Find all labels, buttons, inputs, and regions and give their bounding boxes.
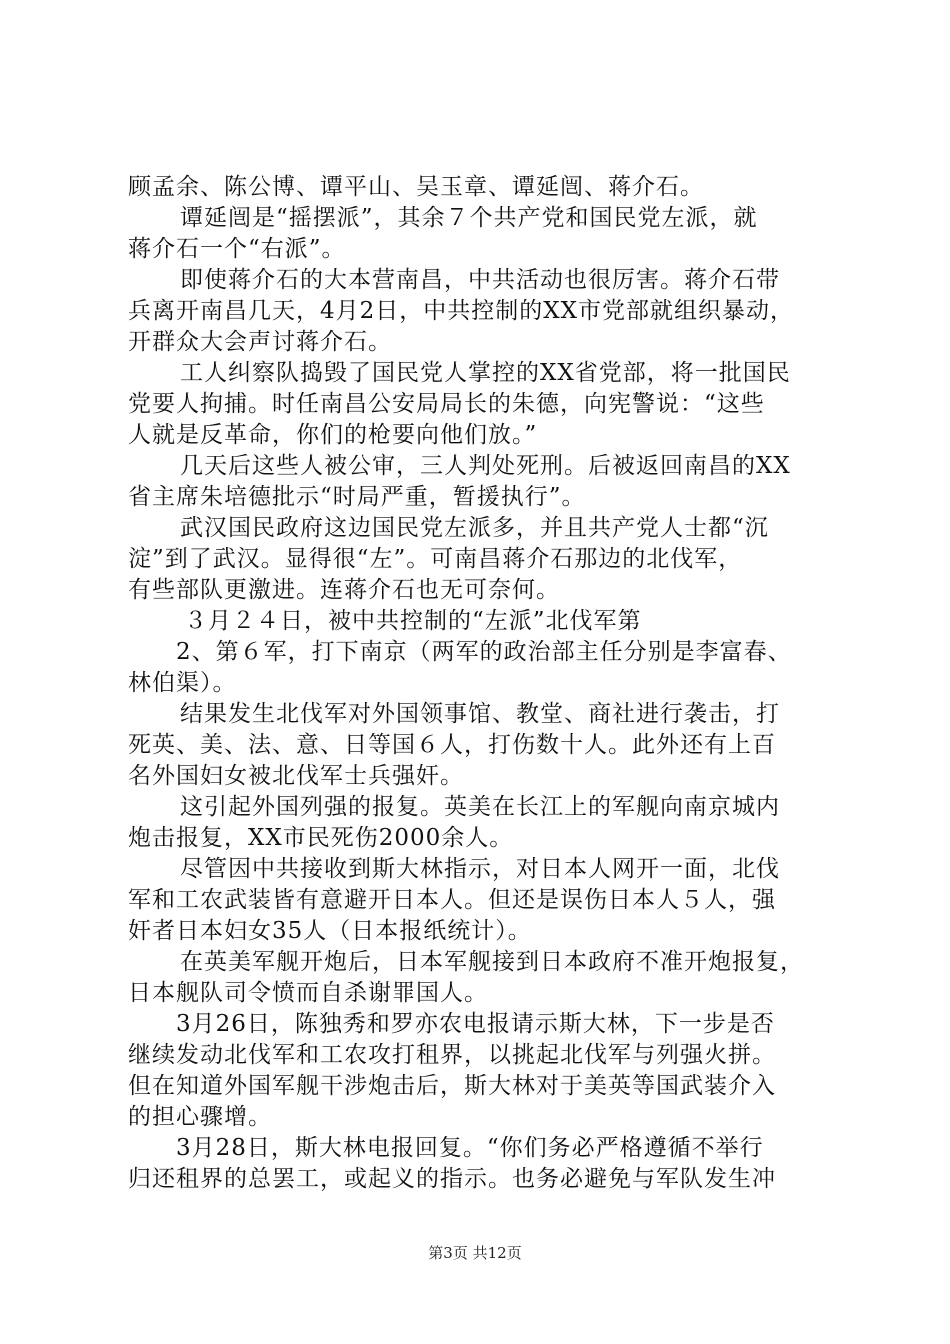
document-body <box>128 172 838 1195</box>
text-line: 结果发生北伐军对外国领事馆、教堂、商社进行袭击，打 <box>180 701 780 727</box>
text-line: 炮击报复，XX市民死伤2000余人。 <box>128 825 514 851</box>
text-line: 工人纠察队捣毁了国民党人掌控的XX省党部，将一批国民 <box>180 360 791 386</box>
text-line: 有些部队更激进。连蒋介石也无可奈何。 <box>128 577 560 603</box>
text-line: 省主席朱培德批示“时局严重，暂援执行”。 <box>128 484 586 510</box>
text-line: 3月28日，斯大林电报回复。“你们务必严格遵循不举行 <box>176 1135 764 1161</box>
text-line: 蒋介石一个“右派”。 <box>128 236 346 262</box>
text-line: 名外国妇女被北伐军士兵强奸。 <box>128 763 464 789</box>
text-line: 军和工农武装皆有意避开日本人。但还是误伤日本人５人，强 <box>128 887 776 913</box>
text-line: 谭延闿是“摇摆派”，其余７个共产党和国民党左派，就 <box>180 205 758 231</box>
text-line: 即使蒋介石的大本营南昌，中共活动也很厉害。蒋介石带 <box>180 267 780 293</box>
text-line: 奸者日本妇女35人（日本报纸统计）。 <box>128 918 532 944</box>
text-line: 开群众大会声讨蒋介石。 <box>128 329 392 355</box>
text-line: 但在知道外国军舰干涉炮击后，斯大林对于美英等国武装介入 <box>128 1073 776 1099</box>
text-line: 归还租界的总罢工，或起义的指示。也务必避免与军队发生冲 <box>128 1166 776 1192</box>
text-line: ３月２４日，被中共控制的“左派”北伐军第 <box>184 608 642 634</box>
page-number-footer: 第3页 共12页 <box>428 1244 522 1262</box>
text-line: 日本舰队司令愤而自杀谢罪国人。 <box>128 980 488 1006</box>
text-line: 3月26日，陈独秀和罗亦农电报请示斯大林，下一步是否 <box>176 1011 775 1037</box>
text-line: 几天后这些人被公审，三人判处死刑。后被返回南昌的XX <box>180 453 791 479</box>
text-line: 林伯渠）。 <box>128 670 237 696</box>
text-line: 淀”到了武汉。显得很“左”。可南昌蒋介石那边的北伐军， <box>128 546 743 572</box>
text-line: 继续发动北伐军和工农攻打租界，以挑起北伐军与列强火拼。 <box>128 1042 776 1068</box>
text-line: 党要人拘捕。时任南昌公安局局长的朱德，向宪警说：“这些 <box>128 391 765 417</box>
text-line: 死英、美、法、意、日等国６人，打伤数十人。此外还有上百 <box>128 732 776 758</box>
text-line: 的担心骤增。 <box>128 1104 272 1130</box>
text-line: 尽管因中共接收到斯大林指示，对日本人网开一面，北伐 <box>180 856 780 882</box>
text-line: 兵离开南昌几天，4月2日，中共控制的XX市党部就组织暴动， <box>128 298 795 324</box>
text-line: 在英美军舰开炮后，日本军舰接到日本政府不准开炮报复， <box>180 949 804 975</box>
text-line: 人就是反革命，你们的枪要向他们放。” <box>128 422 538 448</box>
text-line: 2、第６军，打下南京（两军的政治部主任分别是李富春、 <box>176 639 792 665</box>
text-line: 武汉国民政府这边国民党左派多，并且共产党人士都“沉 <box>180 515 769 541</box>
text-line: 这引起外国列强的报复。英美在长江上的军舰向南京城内 <box>180 794 780 820</box>
text-line: 顾孟余、陈公博、谭平山、吴玉章、谭延闿、蒋介石。 <box>128 174 704 200</box>
